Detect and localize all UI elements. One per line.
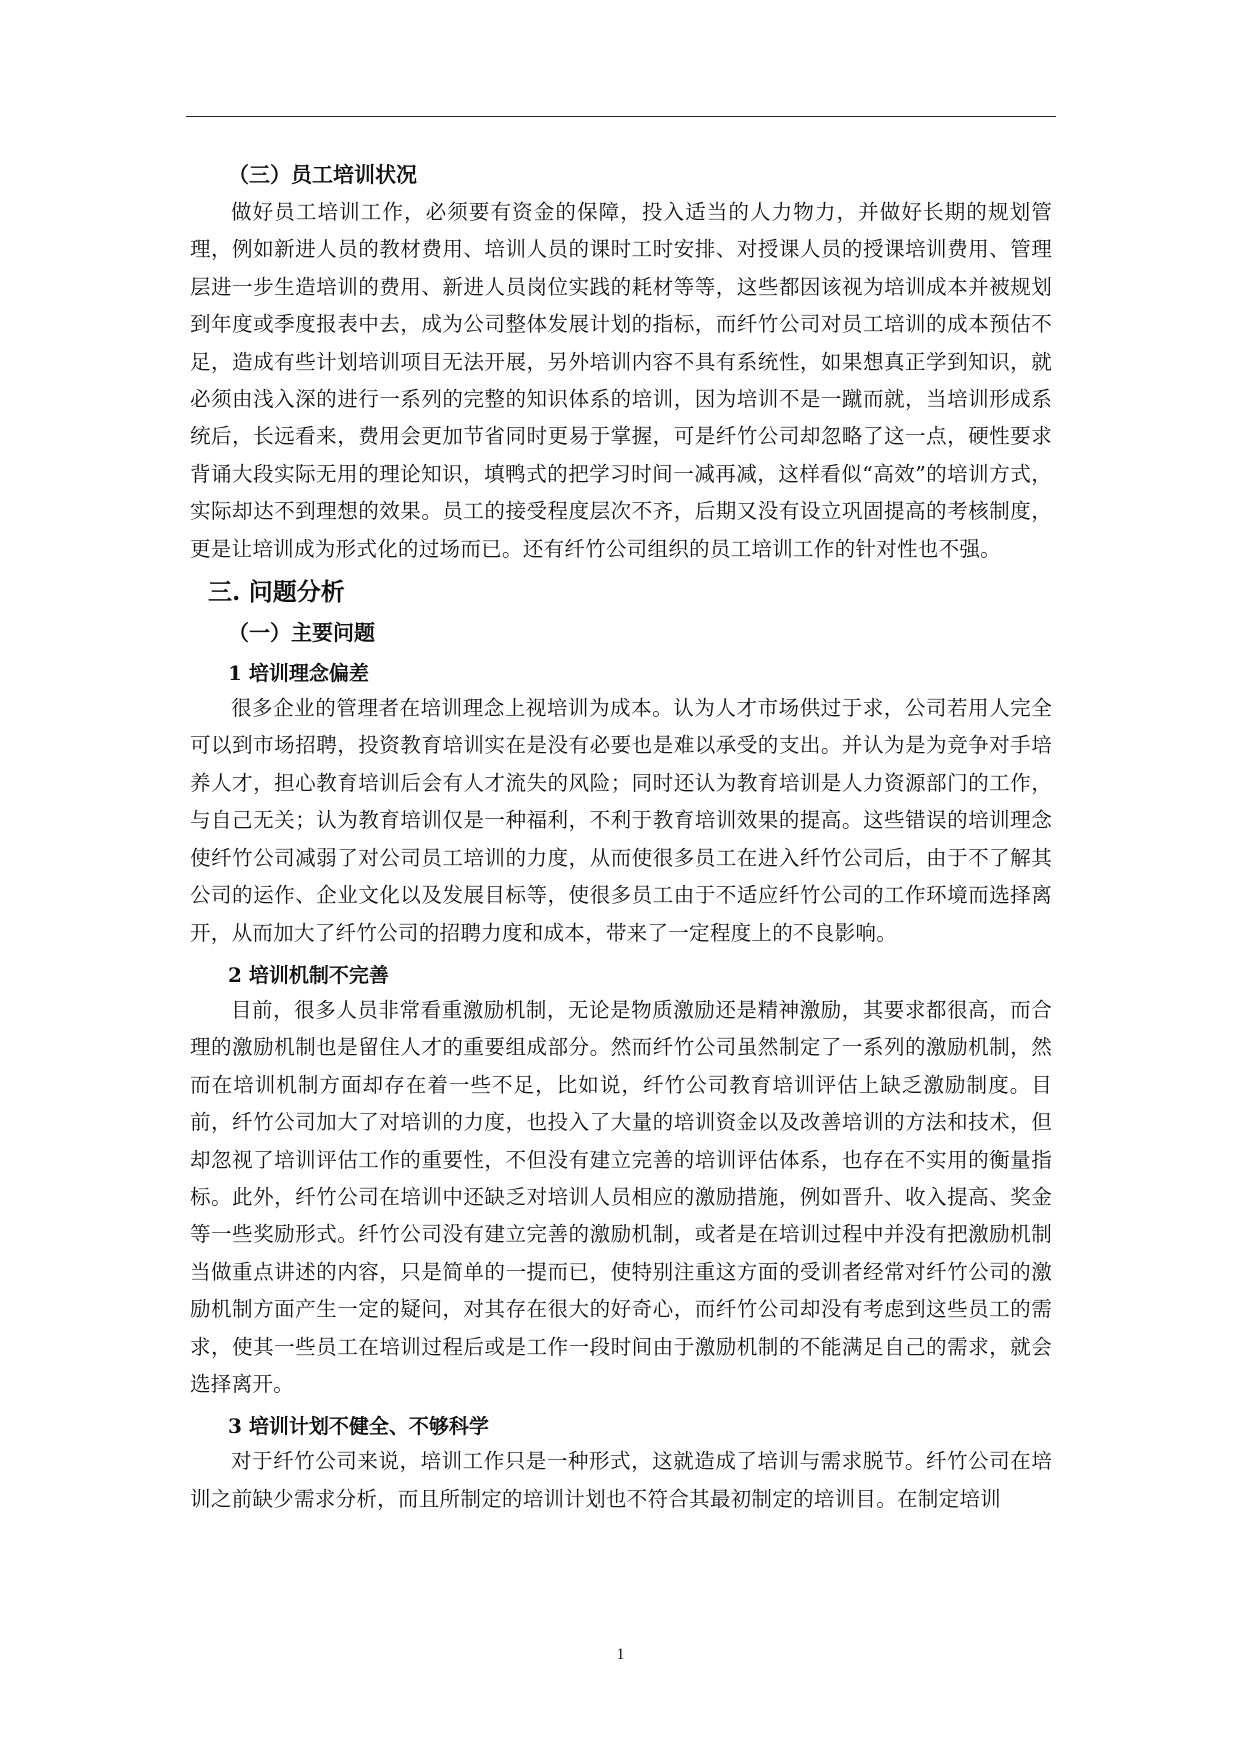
paragraph-training-concept: 很多企业的管理者在培训理念上视培训为成本。认为人才市场供过于求，公司若用人完全可以到市场招聘，投资教育培训实在是没有必要也是难以承受的支出。并认为是为竞争对手培养人才，担心教育培训后会有人才流失的风险；同时还认为教育培训是人力资源部门的工作，与自己无关；认为教育培训仅是一种福利，不利于教育培训效果的提高。这些错误的培训理念使纤竹公司减弱了对公司员工培训的力度，从而使很多员工在进入纤竹公司后，由于不了解其公司的运作、企业文化以及发展目标等，使很多员工由于不适应纤竹公司的工作环境而选择离开，从而加大了纤竹公司的招聘力度和成本，带来了一定程度上的不良影响。 xyxy=(190,696,1052,945)
paragraph-training-mechanism: 目前，很多人员非常看重激励机制，无论是物质激励还是精神激励，其要求都很高，而合理的激励机制也是留住人才的重要组成部分。然而纤竹公司虽然制定了一系列的激励机制，然而在培训机制方面却存在着一些不足，比如说，纤竹公司教育培训评估上缺乏激励制度。目前，纤竹公司加大了对培训的力度，也投入了大量的培训资金以及改善培训的方法和技术，但却忽视了培训评估工作的重要性，不但没有建立完善的培训评估体系，也存在不实用的衡量指标。此外，纤竹公司在培训中还缺乏对培训人员相应的激励措施，例如晋升、收入提高、奖金等一些奖励形式。纤竹公司没有建立完善的激励机制，或者是在培训过程中并没有把激励机制当做重点讲述的内容，只是简单的一提而已，使特别注重这方面的受训者经常对纤竹公司的激励机制方面产生一定的疑问，对其存在很大的好奇心，而纤竹公司却没有考虑到这些员工的需求，使其一些员工在培训过程后或是工作一段时间由于激励机制的不能满足自己的需求，就会选择离开。 xyxy=(190,997,1052,1396)
paragraph-training-status: 做好员工培训工作，必须要有资金的保障，投入适当的人力物力，并做好长期的规划管理，例如新进人员的教材费用、培训人员的课时工时安排、对授课人员的授课培训费用、管理层进一步生造培训的费用、新进人员岗位实践的耗材等等，这些都因该视为培训成本并被规划到年度或季度报表中去，成为公司整体发展计划的指标，而纤竹公司对员工培训的成本预估不足，造成有些计划培训项目无法开展，另外培训内容不具有系统性，如果想真正学到知识，就必须由浅入深的进行一系列的完整的知识体系的培训，因为培训不是一蹴而就，当培训形成系统后，长远看来，费用会更加节省同时更易于掌握，可是纤竹公司却忽略了这一点，硬性要求背诵大段实际无用的理论知识，填鸭式的把学习时间一减再减，这样看似“高效”的培训方式，实际却达不到理想的效果。员工的接受程度层次不齐，后期又没有设立巩固提高的考核制度，更是让培训成为形式化的过场而已。还有纤竹公司组织的员工培训工作的针对性也不强。 xyxy=(190,200,1052,561)
paragraph-training-plan: 对于纤竹公司来说，培训工作只是一种形式，这就造成了培训与需求脱节。纤竹公司在培训之前缺少需求分析，而且所制定的培训计划也不符合其最初制定的培训目。在制定培训 xyxy=(190,1449,1052,1511)
section-heading-training-status: （三）员工培训状况 xyxy=(228,162,417,187)
item-heading-training-plan: 3 培训计划不健全、不够科学 xyxy=(228,1414,489,1439)
document-body xyxy=(190,158,1052,1518)
item-heading-training-concept: 1 培训理念偏差 xyxy=(228,661,369,686)
section-heading-main-problems: （一）主要问题 xyxy=(228,620,375,646)
item-heading-training-mechanism: 2 培训机制不完善 xyxy=(228,962,389,987)
page-number: 1 xyxy=(616,1646,625,1663)
chapter-heading-problem-analysis: 三. 问题分析 xyxy=(208,577,345,607)
header-rule xyxy=(186,116,1056,117)
